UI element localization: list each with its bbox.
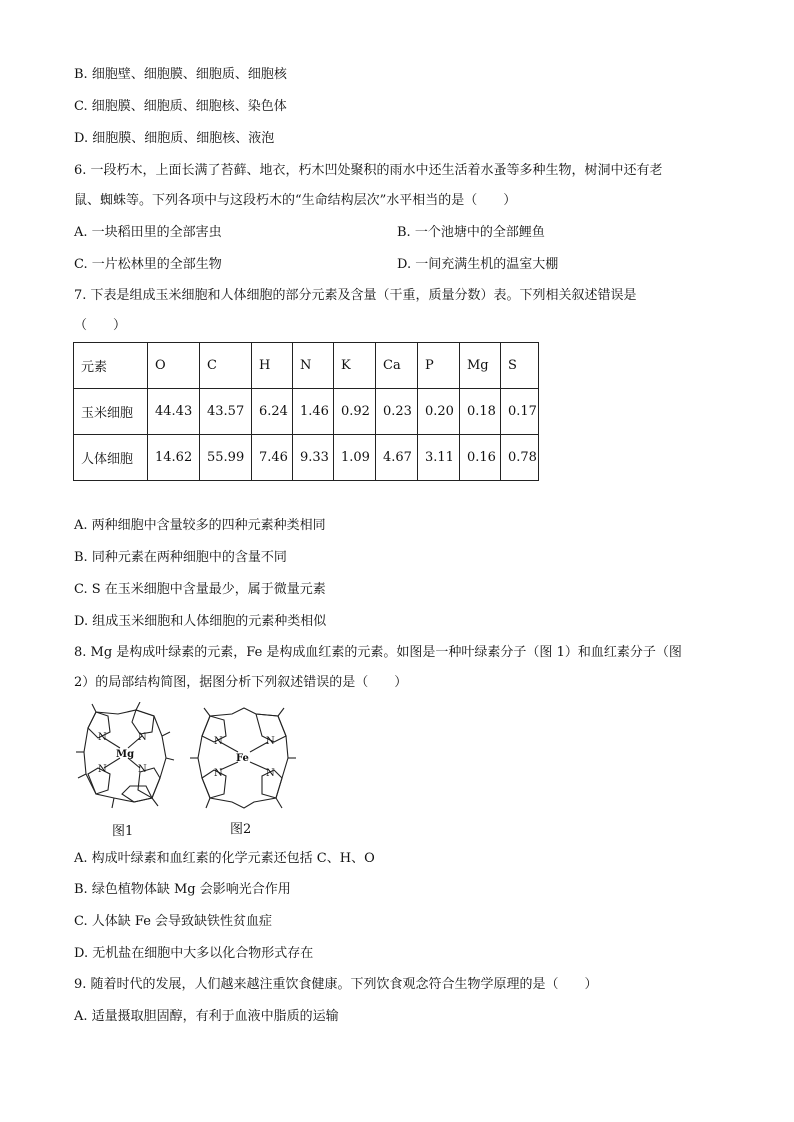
magnesium-label: Mg — [116, 749, 135, 760]
q5-option-b: B. 细胞壁、细胞膜、细胞质、细胞核 — [74, 67, 287, 82]
chlorophyll-structure-figure — [74, 702, 184, 816]
nitrogen-label: N — [138, 764, 147, 775]
q9-option-a: A. 适量摄取胆固醇，有利于血液中脂质的运输 — [74, 1009, 339, 1024]
table-header-cell: Ca — [376, 343, 418, 389]
table-header-cell: Mg — [460, 343, 501, 389]
heme-structure-figure — [190, 704, 300, 812]
table-header-cell: N — [293, 343, 334, 389]
q8-option-a: A. 构成叶绿素和血红素的化学元素还包括 C、H、O — [74, 851, 375, 866]
figure1-caption: 图1 — [112, 824, 134, 839]
nitrogen-label: N — [266, 768, 275, 779]
q8-stem-line1: 8. Mg 是构成叶绿素的元素，Fe 是构成血红素的元素。如图是一种叶绿素分子（图 1）和血红素分子（图 — [74, 645, 682, 660]
figure2-caption: 图2 — [230, 822, 252, 837]
q7-stem-line2: （ ） — [74, 318, 127, 333]
table-cell: 6.24 — [252, 389, 293, 435]
table-cell: 55.99 — [200, 435, 252, 481]
nitrogen-label: N — [98, 764, 107, 775]
table-cell: 0.16 — [460, 435, 501, 481]
nitrogen-label: N — [214, 736, 223, 747]
table-cell: 玉米细胞 — [74, 389, 148, 435]
q7-option-c: C. S 在玉米细胞中含量最少，属于微量元素 — [74, 582, 326, 597]
q6-option-d: D. 一间充满生机的温室大棚 — [397, 257, 559, 272]
table-header-cell: S — [501, 343, 539, 389]
q8-option-b: B. 绿色植物体缺 Mg 会影响光合作用 — [74, 882, 291, 897]
table-cell: 7.46 — [252, 435, 293, 481]
q7-stem-line1: 7. 下表是组成玉米细胞和人体细胞的部分元素及含量（干重，质量分数）表。下列相关叙述错误是 — [74, 288, 637, 303]
nitrogen-label: N — [98, 732, 107, 743]
element-content-table — [73, 342, 539, 481]
table-cell: 0.78 — [501, 435, 539, 481]
q5-option-c: C. 细胞膜、细胞质、细胞核、染色体 — [74, 99, 287, 114]
table-header-cell: K — [334, 343, 376, 389]
table-cell: 0.17 — [501, 389, 539, 435]
nitrogen-label: N — [266, 736, 275, 747]
table-cell: 43.57 — [200, 389, 252, 435]
table-cell: 3.11 — [418, 435, 460, 481]
table-header-cell: C — [200, 343, 252, 389]
q8-stem-line2: 2）的局部结构简图，据图分析下列叙述错误的是（ ） — [74, 675, 408, 690]
table-cell: 0.20 — [418, 389, 460, 435]
table-header-cell: H — [252, 343, 293, 389]
table-cell: 0.18 — [460, 389, 501, 435]
q6-stem-line2: 鼠、蜘蛛等。下列各项中与这段朽木的“生命结构层次”水平相当的是（ ） — [74, 193, 517, 208]
table-row — [74, 435, 539, 481]
table-cell: 1.46 — [293, 389, 334, 435]
table-cell: 14.62 — [148, 435, 200, 481]
nitrogen-label: N — [138, 732, 147, 743]
q6-option-c: C. 一片松林里的全部生物 — [74, 257, 222, 272]
table-header-cell: P — [418, 343, 460, 389]
table-cell: 44.43 — [148, 389, 200, 435]
iron-label: Fe — [236, 753, 249, 764]
table-cell: 人体细胞 — [74, 435, 148, 481]
table-header-cell: O — [148, 343, 200, 389]
q6-option-b: B. 一个池塘中的全部鲤鱼 — [397, 225, 545, 240]
table-cell: 0.23 — [376, 389, 418, 435]
table-row — [74, 389, 539, 435]
table-cell: 0.92 — [334, 389, 376, 435]
table-cell: 1.09 — [334, 435, 376, 481]
q7-option-b: B. 同种元素在两种细胞中的含量不同 — [74, 550, 287, 565]
nitrogen-label: N — [214, 768, 223, 779]
q6-option-a: A. 一块稻田里的全部害虫 — [74, 225, 222, 240]
q6-stem-line1: 6. 一段朽木，上面长满了苔藓、地衣，朽木凹处聚积的雨水中还生活着水蚤等多种生物，树洞中还有老 — [74, 163, 663, 178]
q7-option-a: A. 两种细胞中含量较多的四种元素种类相同 — [74, 518, 326, 533]
table-header-row — [74, 343, 539, 389]
q7-option-d: D. 组成玉米细胞和人体细胞的元素种类相似 — [74, 614, 327, 629]
q9-stem: 9. 随着时代的发展，人们越来越注重饮食健康。下列饮食观念符合生物学原理的是（ ） — [74, 977, 598, 992]
q5-option-d: D. 细胞膜、细胞质、细胞核、液泡 — [74, 131, 275, 146]
table-cell: 9.33 — [293, 435, 334, 481]
q8-option-d: D. 无机盐在细胞中大多以化合物形式存在 — [74, 946, 314, 961]
table-header-cell: 元素 — [74, 343, 148, 389]
q8-option-c: C. 人体缺 Fe 会导致缺铁性贫血症 — [74, 914, 273, 929]
table-cell: 4.67 — [376, 435, 418, 481]
